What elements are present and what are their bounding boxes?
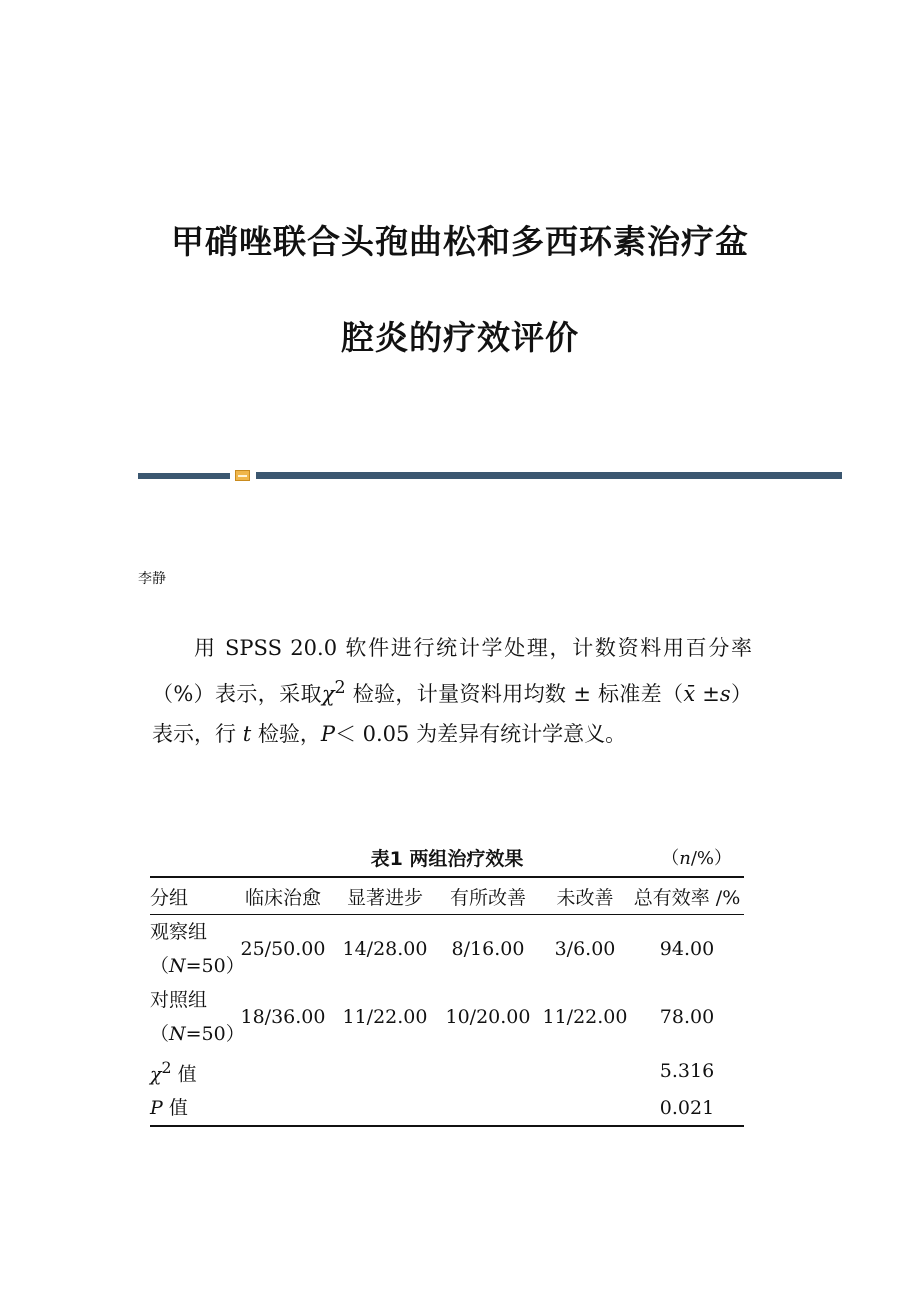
- empty-cell: [436, 1091, 540, 1126]
- paragraph-text-4: ）表示，行: [152, 682, 752, 746]
- paragraph-text-6: ＜ 0.05 为差异有统计学意义。: [334, 722, 627, 746]
- value-cell: 10/20.00: [445, 1006, 531, 1028]
- author-name: 李静: [138, 571, 166, 587]
- paragraph-text-1: 用 SPSS 20.0 软件进行统计学处理，计数资料用百分率（%）表示，采取: [152, 636, 752, 706]
- header-cured: 临床治愈: [244, 886, 321, 909]
- header-unimproved: 未改善: [556, 886, 614, 909]
- stat-value: 0.021: [659, 1097, 715, 1120]
- stat-label-cell: [150, 1051, 232, 1091]
- mean-symbol: x̄: [683, 682, 696, 706]
- group-cell: [150, 915, 245, 984]
- header-improved: 有所改善: [449, 886, 526, 909]
- mail-icon: [235, 470, 250, 481]
- t-symbol: t: [242, 722, 252, 746]
- title-divider: [138, 470, 842, 480]
- empty-cell: [334, 1091, 436, 1126]
- document-title-line-2: 腔炎的疗效评价: [341, 318, 579, 357]
- group-n-rest: =50）: [185, 1023, 245, 1045]
- stat-label-cell: [150, 1091, 232, 1126]
- table-unit: [661, 842, 732, 876]
- divider-bar-right: [256, 472, 842, 479]
- stat-label: 值: [171, 1063, 197, 1086]
- header-marked: 显著进步: [346, 886, 423, 909]
- unit-n: n: [679, 848, 691, 869]
- value-cell: 78.00: [659, 1006, 715, 1028]
- header-group: 分组: [150, 886, 189, 909]
- stat-label: 值: [162, 1097, 188, 1120]
- header-total-rate: 总有效率 /%: [633, 886, 741, 909]
- stat-symbol: P: [150, 1097, 163, 1120]
- empty-cell: [540, 1051, 630, 1091]
- table-row: [150, 1091, 744, 1126]
- table-row: [150, 1051, 744, 1091]
- empty-cell: [540, 1091, 630, 1126]
- value-cell: 18/36.00: [240, 1006, 326, 1028]
- value-cell: 25/50.00: [240, 938, 326, 960]
- paragraph-text-5: 检验，: [251, 722, 321, 746]
- value-cell: 11/22.00: [342, 1006, 428, 1028]
- empty-cell: [232, 1091, 334, 1126]
- unit-rest: /%）: [690, 848, 732, 869]
- value-cell: 14/28.00: [342, 938, 428, 960]
- table-row: [150, 915, 744, 984]
- p-symbol: P: [320, 722, 335, 746]
- sd-symbol: s: [719, 682, 731, 706]
- paragraph-text-3: ±: [695, 682, 720, 706]
- chi-symbol: χ: [321, 682, 335, 706]
- table-title: 表1 两组治疗效果: [370, 848, 524, 870]
- value-cell: 11/22.00: [542, 1006, 628, 1028]
- paragraph-text-2: 检验，计量资料用均数 ± 标准差（: [345, 682, 684, 706]
- group-n-open: （: [150, 955, 170, 977]
- results-table-block: [150, 842, 744, 1127]
- empty-cell: [232, 1051, 334, 1091]
- chi-superscript: 2: [334, 678, 346, 698]
- group-name: 对照组: [150, 989, 208, 1011]
- empty-cell: [436, 1051, 540, 1091]
- stat-value: 5.316: [659, 1060, 715, 1083]
- table-caption: [150, 842, 744, 876]
- group-n-var: N: [169, 955, 186, 977]
- value-cell: 94.00: [659, 938, 715, 960]
- empty-cell: [334, 1051, 436, 1091]
- document-title-line-1: 甲硝唑联合头孢曲松和多西环素治疗盆: [171, 222, 749, 261]
- table-row: [150, 983, 744, 1051]
- stat-superscript: 2: [161, 1058, 172, 1077]
- stat-symbol: χ: [150, 1063, 162, 1086]
- group-n-open: （: [150, 1023, 170, 1045]
- methods-paragraph: [152, 628, 752, 754]
- value-cell: 8/16.00: [451, 938, 525, 960]
- value-cell: 3/6.00: [554, 938, 616, 960]
- unit-open: （: [661, 848, 680, 869]
- results-table: [150, 876, 744, 1127]
- divider-bar-left: [138, 473, 230, 479]
- group-n-var: N: [169, 1023, 186, 1045]
- group-n-rest: =50）: [185, 955, 245, 977]
- group-name: 观察组: [150, 921, 208, 943]
- group-cell: [150, 983, 245, 1051]
- table-header-row: [150, 877, 744, 915]
